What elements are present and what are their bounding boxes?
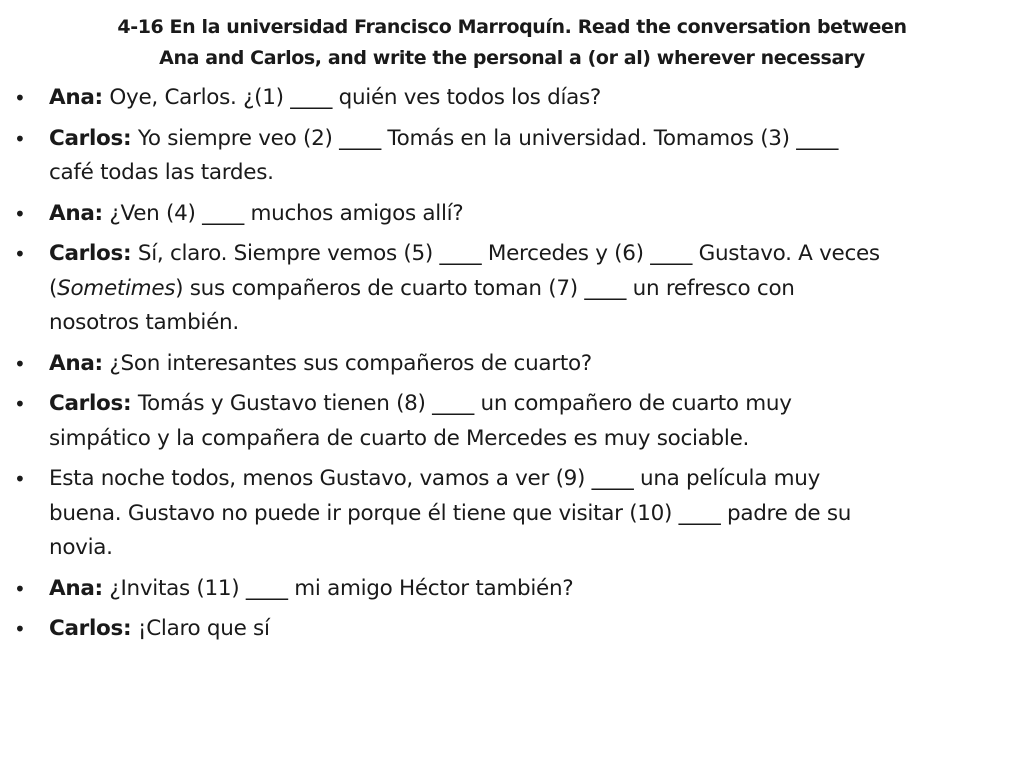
dialog-item-ana-1 xyxy=(0,81,1000,116)
speaker-label: Carlos: xyxy=(49,241,132,266)
bullet-icon: • xyxy=(14,201,26,226)
dialog-item-ana-4 xyxy=(0,572,1000,607)
dialog-line: nosotros también. xyxy=(49,310,239,335)
speaker-label: Ana: xyxy=(49,350,103,376)
dialog-list xyxy=(0,81,1000,653)
dialog-text: Oye, Carlos. ¿(1) ____ quién ves todos los días? xyxy=(109,85,602,110)
speaker-label: Carlos: xyxy=(49,125,132,151)
dialog-lines xyxy=(49,462,1000,566)
dialog-line xyxy=(49,237,1000,272)
dialog-line xyxy=(49,572,1000,607)
dialog-text: ¿Son interesantes sus compañeros de cuarto? xyxy=(109,350,592,376)
speaker-label: Ana: xyxy=(49,200,103,226)
dialog-text: ¿Invitas (11) ____ mi amigo Héctor también? xyxy=(109,575,574,601)
dialog-lines xyxy=(49,387,1000,456)
dialog-line: novia. xyxy=(49,535,113,560)
dialog-text: ¡Claro que sí xyxy=(137,616,270,641)
dialog-text: ¿Ven (4) ____ muchos amigos allí? xyxy=(109,200,464,226)
dialog-item-ana-2 xyxy=(0,197,1000,232)
bullet-icon: • xyxy=(14,467,26,491)
dialog-lines xyxy=(49,122,1000,191)
dialog-item-carlos-4 xyxy=(0,612,1000,647)
dialog-line xyxy=(49,387,1000,422)
dialog-line: buena. Gustavo no puede ir porque él tiene que visitar (10) ____ padre de su xyxy=(49,500,852,526)
title-line-2: Ana and Carlos, and write the personal a (or al) wherever necessary xyxy=(159,47,865,69)
dialog-lines xyxy=(49,347,1000,382)
speaker-label: Carlos: xyxy=(49,616,132,641)
bullet-icon: • xyxy=(14,242,26,266)
dialog-text: Yo siempre veo (2) ____ Tomás en la universidad. Tomamos (3) ____ xyxy=(137,125,839,151)
dialog-line xyxy=(49,122,1000,157)
bullet-icon: • xyxy=(14,86,26,110)
bullet-icon: • xyxy=(14,617,26,641)
dialog-lines xyxy=(49,81,1000,116)
dialog-line xyxy=(49,347,1000,382)
dialog-line xyxy=(49,612,1000,647)
dialog-item-ana-3 xyxy=(0,347,1000,382)
speaker-label: Carlos: xyxy=(49,391,132,416)
dialog-text: Sí, claro. Siempre vemos (5) ____ Mercedes y (6) ____ Gustavo. A veces xyxy=(137,241,880,266)
dialog-line: café todas las tardes. xyxy=(49,160,274,185)
bullet-icon: • xyxy=(14,126,26,151)
dialog-lines xyxy=(49,572,1000,607)
dialog-text: Tomás y Gustavo tienen (8) ____ un compañero de cuarto muy xyxy=(137,391,792,416)
dialog-lines xyxy=(49,612,1000,647)
dialog-line xyxy=(49,197,1000,232)
dialog-lines xyxy=(49,237,1000,341)
speaker-label: Ana: xyxy=(49,85,103,110)
dialog-line xyxy=(49,272,1000,307)
bullet-icon: • xyxy=(14,576,26,601)
dialog-item-narration xyxy=(0,462,1000,566)
bullet-icon: • xyxy=(14,392,26,416)
exercise-title xyxy=(40,12,984,74)
bullet-icon: • xyxy=(14,351,26,376)
dialog-line xyxy=(49,81,1000,116)
dialog-item-carlos-1 xyxy=(0,122,1000,191)
speaker-label: Ana: xyxy=(49,575,103,601)
dialog-text: ( xyxy=(49,275,58,301)
translation-gloss: Sometimes xyxy=(57,275,176,301)
title-line-1: 4-16 En la universidad Francisco Marroquín. Read the conversation between xyxy=(117,16,907,38)
dialog-item-carlos-3 xyxy=(0,387,1000,456)
dialog-item-carlos-2 xyxy=(0,237,1000,341)
dialog-line: simpático y la compañera de cuarto de Mercedes es muy sociable. xyxy=(49,425,750,451)
dialog-lines xyxy=(49,197,1000,232)
dialog-line: Esta noche todos, menos Gustavo, vamos a ver (9) ____ una película muy xyxy=(49,466,820,491)
dialog-text: ) sus compañeros de cuarto toman (7) ____ un refresco con xyxy=(175,275,795,301)
